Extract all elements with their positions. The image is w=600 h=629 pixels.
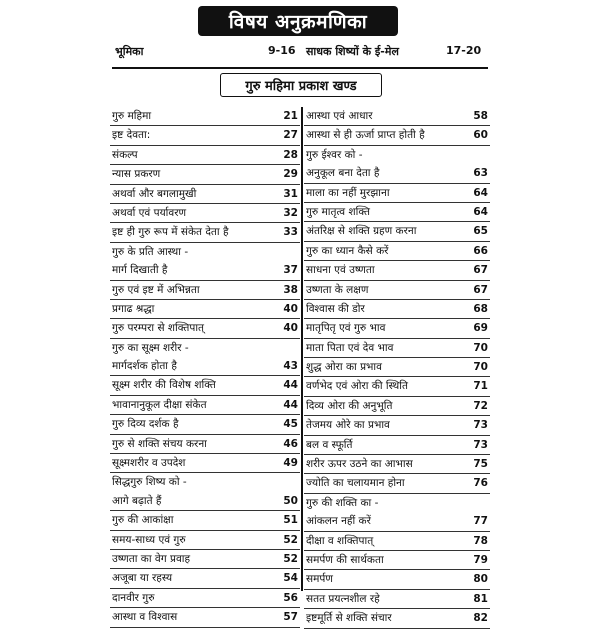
toc-entry-title: समर्पण की सार्थकता [306,553,384,566]
toc-entry [110,223,300,242]
toc-left-column [110,107,300,628]
toc-entry-title: आस्था से ही ऊर्जा प्राप्त होती है [306,129,425,142]
toc-entry-title: आंकलन नहीं करें [306,515,371,528]
toc-entry [110,550,300,569]
toc-entry [110,339,300,357]
toc-entry-page: 28 [283,148,298,161]
toc-entry-title: गुरु की आकांक्षा [112,514,174,527]
toc-entry-page: 57 [283,611,298,624]
toc-entry-title: न्यास प्रकरण [112,168,161,181]
toc-entry [304,126,490,145]
toc-entry [304,590,490,609]
intro-right-title: साधक शिष्यों के ई-मेल [306,45,399,58]
toc-entry-title: मातृपितृ एवं गुरु भाव [306,322,386,335]
toc-entry [304,300,490,319]
toc-entry [304,146,490,164]
toc-entry-page: 75 [473,458,488,471]
toc-entry-title: आस्था व विश्वास [112,611,178,624]
toc-entry-title: इष्टमूर्ति से शक्ति संचार [306,612,392,625]
toc-entry-page: 60 [473,129,488,142]
toc-entry-title: शरीर ऊपर उठने का आभास [306,458,413,471]
toc-entry-page: 45 [283,418,298,431]
toc-entry-title: दिव्य ओरा की अनुभूति [306,399,393,412]
intro-row [0,40,600,62]
toc-entry-page: 64 [473,186,488,199]
toc-entry-title: अजूबा या रहस्य [112,572,173,585]
toc-entry [304,164,490,183]
toc-entry-title: अथर्वा और बगलामुखी [112,187,197,200]
toc-entry-title: उष्णता का वेग प्रवाह [112,552,191,565]
toc-entry [110,281,300,300]
toc-entry-page: 79 [473,553,488,566]
toc-entry [304,377,490,396]
toc-entry-page: 69 [473,322,488,335]
toc-entry-page: 72 [473,399,488,412]
toc-entry-title: आस्था एवं आधार [306,110,373,122]
toc-entry [110,300,300,319]
toc-entry-title: दानवीर गुरु [112,591,155,604]
toc-entry-title: गुरु का ध्यान कैसे करें [306,244,389,257]
toc-entry [304,512,490,531]
toc-entry-title: शुद्ध ओरा का प्रभाव [306,361,382,374]
intro-left-pages: 9-16 [268,44,296,57]
toc-entry-page: 50 [283,494,298,507]
toc-entry-page: 56 [283,591,298,604]
toc-entry-title: माता पिता एवं देव भाव [306,341,394,354]
toc-entry-title: अथर्वा एवं पर्यावरण [112,206,187,219]
toc-entry-page: 68 [473,302,488,315]
toc-entry [110,396,300,415]
toc-entry [110,107,300,126]
toc-entry-page: 38 [283,283,298,296]
toc-entry-title: गुरु मातृत्व शक्ति [306,205,370,218]
toc-entry-title: अंतरिक्ष से शक्ति ग्रहण करना [306,225,417,238]
toc-entry [110,435,300,454]
toc-entry [110,454,300,473]
toc-entry [304,358,490,377]
toc-entry [304,397,490,416]
toc-entry [110,204,300,223]
toc-entry [110,146,300,165]
toc-entry-title: सतत प्रयत्नशील रहे [306,592,380,605]
toc-entry [110,185,300,204]
toc-entry [304,609,490,628]
toc-entry-title: गुरु ईश्वर को - [306,148,363,161]
toc-entry-title: गुरु से शक्ति संचय करना [112,437,207,450]
toc-entry [304,107,490,126]
toc-entry [110,492,300,511]
toc-entry-title: प्रगाढ श्रद्धा [112,302,155,315]
toc-entry-title: बल व स्फूर्ति [306,438,353,451]
toc-entry-page: 78 [473,534,488,547]
toc-entry-page: 32 [283,206,298,219]
toc-entry [110,243,300,261]
index-banner-title: विषय अनुक्रमणिका [198,6,398,36]
toc-entry-title: साधना एवं उष्णता [306,264,375,277]
toc-entry-page: 67 [473,264,488,277]
toc-entry-title: माला का नहीं मुरझाना [306,186,390,199]
toc-entry [110,569,300,588]
toc-entry [304,222,490,241]
toc-entry-title: वर्णभेद एवं ओरा की स्थिति [306,380,408,393]
toc-entry-title: सूक्ष्मशरीर व उपदेश [112,457,186,470]
toc-entry [304,474,490,493]
toc-entry-page: 65 [473,225,488,238]
toc-entry [304,203,490,222]
toc-entry-title: गुरु के प्रति आस्था - [112,245,189,258]
toc-entry-title: अनुकूल बना देता है [306,167,380,180]
toc-entry-page: 71 [473,380,488,393]
toc-entry-page: 21 [283,110,298,122]
toc-entry-page: 49 [283,457,298,470]
toc-entry [110,376,300,395]
divider-rule [112,67,488,69]
toc-entry-title: सिद्धगुरु शिष्य को - [112,476,187,489]
toc-entry-page: 82 [473,612,488,625]
toc-entry-page: 67 [473,283,488,296]
toc-entry-title: गुरु एवं इष्ट में अभिन्नता [112,283,200,296]
toc-entry [304,416,490,435]
toc-entry [110,319,300,338]
toc-entry-page: 80 [473,573,488,586]
toc-entry-title: मार्गदर्शक होता है [112,360,177,373]
toc-entry-page: 81 [473,592,488,605]
toc-entry-page: 70 [473,341,488,354]
toc-entry-page: 51 [283,514,298,527]
toc-entry-title: सूक्ष्म शरीर की विशेष शक्ति [112,379,216,392]
toc-entry-title: ज्योति का चलायमान होना [306,477,405,490]
toc-entry-page: 52 [283,533,298,546]
toc-entry-page: 70 [473,361,488,374]
toc-entry-page: 44 [283,398,298,411]
toc-entry-title: इष्ट देवता: [112,129,151,142]
toc-entry-title: दीक्षा व शक्तिपात् [306,534,374,547]
toc-entry [304,455,490,474]
toc-entry-title: संकल्प [112,148,138,161]
toc-entry [304,570,490,589]
toc-entry [304,184,490,203]
toc-entry [110,415,300,434]
toc-entry [110,589,300,608]
toc-entry [110,261,300,280]
toc-entry [110,165,300,184]
toc-entry [304,339,490,358]
toc-right-column [304,107,490,629]
toc-entry [110,357,300,376]
toc-entry [304,319,490,338]
toc-entry-page: 40 [283,322,298,335]
toc-entry-page: 73 [473,438,488,451]
intro-left-title: भूमिका [115,45,144,58]
toc-entry-page: 43 [283,360,298,373]
section-title: गुरु महिमा प्रकाश खण्ड [220,73,382,97]
toc-entry-page: 77 [473,515,488,528]
toc-entry-page: 31 [283,187,298,200]
toc-entry [304,532,490,551]
toc-entry-page: 37 [283,264,298,277]
toc-entry-title: गुरु दिव्य दर्शक है [112,418,179,431]
toc-entry-page: 63 [473,167,488,180]
toc-entry-title: उष्णता के लक्षण [306,283,369,296]
toc-entry-page: 73 [473,419,488,432]
toc-entry-title: आगे बढ़ाते हैं [112,494,162,507]
toc-entry-page: 76 [473,477,488,490]
toc-entry-page: 27 [283,129,298,142]
toc-entry-title: तेजमय ओरे का प्रभाव [306,419,390,432]
toc-entry [304,242,490,261]
toc-entry [110,531,300,550]
toc-entry-title: भावानानुकूल दीक्षा संकेत [112,398,207,411]
toc-entry [304,261,490,280]
toc-entry-title: विश्वास की डोर [306,302,365,315]
toc-entry-title: मार्ग दिखाती है [112,264,168,277]
toc-entry [110,126,300,145]
toc-entry-page: 66 [473,244,488,257]
toc-entry-page: 52 [283,552,298,565]
toc-entry-title: इष्ट ही गुरु रूप में संकेत देता है [112,226,229,239]
toc-entry-title: गुरु परम्परा से शक्तिपात् [112,322,205,335]
toc-entry-title: गुरु का सूक्ष्म शरीर - [112,341,189,354]
column-divider [301,107,303,591]
toc-entry-page: 44 [283,379,298,392]
toc-entry-title: गुरु महिमा [112,110,152,122]
toc-entry-page: 40 [283,302,298,315]
toc-entry [304,281,490,300]
intro-right-pages: 17-20 [446,44,482,57]
toc-entry-page: 29 [283,168,298,181]
toc-entry [304,436,490,455]
toc-entry [304,494,490,512]
toc-entry-title: समय-साध्य एवं गुरु [112,533,186,546]
toc-entry-title: समर्पण [306,573,333,586]
toc-entry-title: गुरु की शक्ति का - [306,496,379,509]
toc-entry [110,608,300,627]
toc-entry-page: 46 [283,437,298,450]
toc-entry-page: 54 [283,572,298,585]
toc-entry [110,511,300,530]
toc-entry-page: 33 [283,226,298,239]
toc-entry [304,551,490,570]
toc-entry [110,473,300,491]
toc-entry-page: 58 [473,110,488,122]
toc-entry-page: 64 [473,205,488,218]
